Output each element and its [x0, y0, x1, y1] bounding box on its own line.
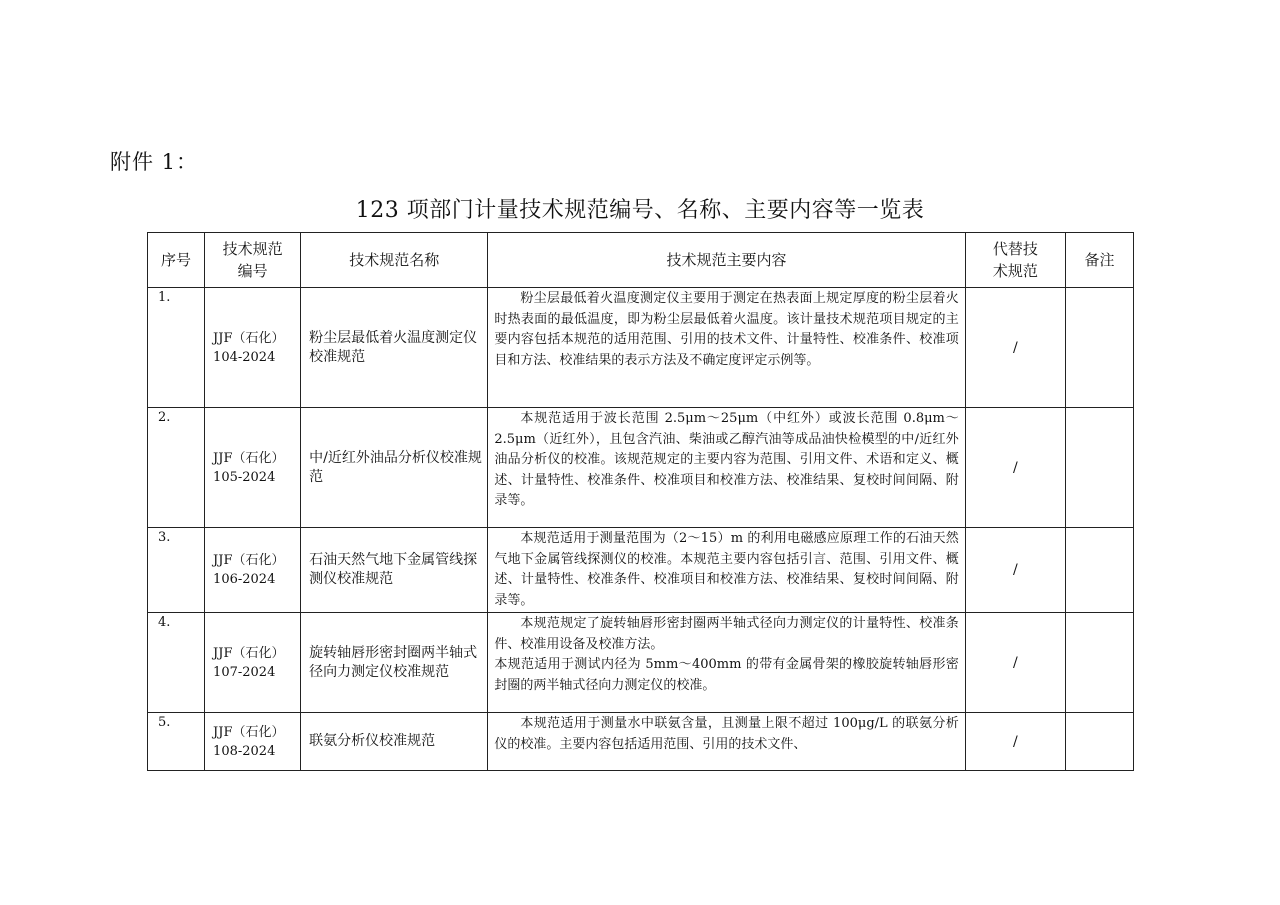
row-remark: [1065, 713, 1133, 771]
header-name: 技术规范名称: [301, 233, 488, 288]
row-content-paragraph: 本规范规定了旋转轴唇形密封圈两半轴式径向力测定仪的计量特性、校准条件、校准用设备及校准方法。: [494, 616, 959, 652]
header-code: 技术规范编号: [205, 233, 301, 288]
row-name: 中/近红外油品分析仪校准规范: [301, 408, 488, 528]
row-code-line1: JJF（石化）: [213, 450, 285, 466]
row-code-line1: JJF（石化）: [213, 645, 285, 661]
row-seq: 4.: [148, 613, 205, 713]
row-code: [205, 713, 301, 771]
row-remark: [1065, 613, 1133, 713]
row-replace: /: [965, 288, 1065, 408]
row-seq: 3.: [148, 528, 205, 613]
row-code: [205, 528, 301, 613]
row-code-line1: JJF（石化）: [213, 724, 285, 740]
row-code: [205, 408, 301, 528]
table-row: [148, 713, 1134, 771]
row-replace: /: [965, 613, 1065, 713]
row-content: [488, 613, 965, 713]
row-code: [205, 613, 301, 713]
row-seq: 5.: [148, 713, 205, 771]
row-name: 旋转轴唇形密封圈两半轴式径向力测定仪校准规范: [301, 613, 488, 713]
table-row: [148, 408, 1134, 528]
row-content-paragraph: 粉尘层最低着火温度测定仪主要用于测定在热表面上规定厚度的粉尘层着火时热表面的最低温度，即为粉尘层最低着火温度。该计量技术规范项目规定的主要内容包括本规范的适用范围、引用的技术文件、计量特性、校准条件、校准项目和方法、校准结果的表示方法及不确定度评定示例等。: [494, 291, 959, 368]
row-code: [205, 288, 301, 408]
row-seq: 2.: [148, 408, 205, 528]
page-title: 123 项部门计量技术规范编号、名称、主要内容等一览表: [355, 198, 925, 223]
row-code-line1: JJF（石化）: [213, 330, 285, 346]
row-code-line1: JJF（石化）: [213, 553, 285, 568]
row-name: 粉尘层最低着火温度测定仪校准规范: [301, 288, 488, 408]
row-replace: /: [965, 713, 1065, 771]
header-seq: 序号: [148, 233, 205, 288]
row-seq: 1.: [148, 288, 205, 408]
attachment-label: 附件 1：: [110, 150, 199, 174]
table-row: [148, 288, 1134, 408]
table-header-row: [148, 233, 1134, 288]
row-content: [488, 408, 965, 528]
header-content: 技术规范主要内容: [488, 233, 965, 288]
row-code-line2: 104-2024: [213, 349, 276, 365]
row-replace: /: [965, 408, 1065, 528]
header-remark: 备注: [1065, 233, 1133, 288]
row-content: [488, 713, 965, 771]
row-content-paragraph: 本规范适用于测试内径为 5mm～400mm 的带有金属骨架的橡胶旋转轴唇形密封圈的两半轴式径向力测定仪的校准。: [494, 657, 959, 693]
row-content-paragraph: 本规范适用于波长范围 2.5μm～25μm（中红外）或波长范围 0.8μm～2.5μm（近红外），且包含汽油、柴油或乙醇汽油等成品油快检模型的中/近红外油品分析仪的校准。该规范规定的主要内容为范围、引用文件、术语和定义、概述、计量特性、校准条件、校准项目和校准方法、校准结果、复校时间间隔、附录等。: [494, 411, 959, 508]
row-code-line2: 106-2024: [213, 572, 276, 587]
row-code-line2: 107-2024: [213, 664, 276, 680]
header-replace: 代替技术规范: [965, 233, 1065, 288]
row-content-paragraph: 本规范适用于测量水中联氨含量，且测量上限不超过 100μg/L 的联氨分析仪的校准。主要内容包括适用范围、引用的技术文件、: [494, 716, 959, 752]
row-code-line2: 108-2024: [213, 743, 276, 759]
table-row: [148, 613, 1134, 713]
row-name: 联氨分析仪校准规范: [301, 713, 488, 771]
row-code-line2: 105-2024: [213, 469, 276, 485]
row-content: [488, 528, 965, 613]
row-replace: /: [965, 528, 1065, 613]
row-content-paragraph: 本规范适用于测量范围为（2～15）m 的利用电磁感应原理工作的石油天然气地下金属管线探测仪的校准。本规范主要内容包括引言、范围、引用文件、概述、计量特性、校准条件、校准项目和校准方法、校准结果、复校时间间隔、附录等。: [494, 531, 959, 608]
row-content: [488, 288, 965, 408]
row-remark: [1065, 528, 1133, 613]
table-row: [148, 528, 1134, 613]
spec-table: [147, 232, 1134, 771]
row-name: 石油天然气地下金属管线探测仪校准规范: [301, 528, 488, 613]
row-remark: [1065, 288, 1133, 408]
row-remark: [1065, 408, 1133, 528]
